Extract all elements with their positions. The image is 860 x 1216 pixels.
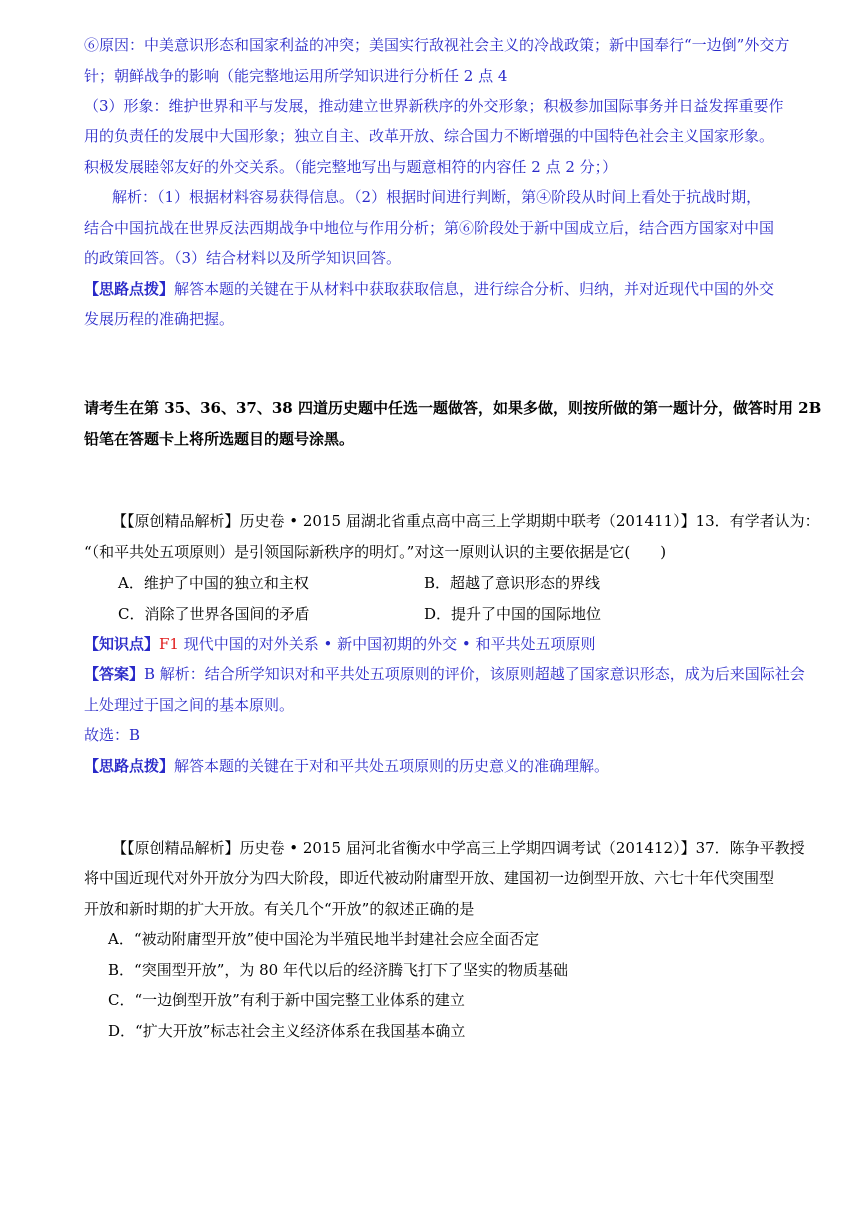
answer-line xyxy=(84,664,805,684)
option-a: A．维护了中国的独立和主权 xyxy=(118,574,309,592)
answer-line: （3）形象：维护世界和平与发展，推动建立世界新秩序的外交形象；积极参加国际事务并日益发挥重要作 xyxy=(84,97,784,115)
option-d: D．提升了中国的国际地位 xyxy=(424,605,602,623)
hint-text: 解答本题的关键在于对和平共处五项原则的历史意义的准确理解。 xyxy=(174,757,610,775)
answer-line: 上处理过于国之间的基本原则。 xyxy=(84,696,295,714)
analysis-line: 的政策回答。（3）结合材料以及所学知识回答。 xyxy=(84,249,402,267)
hint-line xyxy=(84,279,774,299)
option-c: C．消除了世界各国间的矛盾 xyxy=(118,605,310,623)
question-header: 【【原创精品解析】历史卷 • 2015 届湖北省重点高中高三上学期期中联考（201411）】13．有学者认为： xyxy=(112,512,820,530)
question-header: 【【原创精品解析】历史卷 • 2015 届河北省衡水中学高三上学期四调考试（201412）】37．陈争平教授 xyxy=(112,839,805,857)
hint-line: 发展历程的准确把握。 xyxy=(84,310,235,328)
answer-line: 用的负责任的发展中大国形象；独立自主、改革开放、综合国力不断增强的中国特色社会主义国家形象。 xyxy=(84,127,775,145)
hint-tag: 【思路点拨】 xyxy=(84,757,175,775)
question-stem: “（和平共处五项原则）是引领国际新秩序的明灯。”对这一原则认识的主要依据是它( ) xyxy=(84,543,667,561)
answer-line: 积极发展睦邻友好的外交关系。（能完整地写出与题意相符的内容任 2 点 2 分；） xyxy=(84,158,618,176)
answer-line: 针；朝鲜战争的影响（能完整地运用所学知识进行分析任 2 点 4 xyxy=(84,67,508,85)
question-stem: 开放和新时期的扩大开放。有关几个“开放”的叙述正确的是 xyxy=(84,900,475,918)
option-b: B．“突围型开放”，为 80 年代以后的经济腾飞打下了坚实的物质基础 xyxy=(108,961,568,979)
option-d: D．“扩大开放”标志社会主义经济体系在我国基本确立 xyxy=(108,1022,466,1040)
answer-choice: 故选：B xyxy=(84,726,141,744)
hint-text: 解答本题的关键在于从材料中获取获取信息，进行综合分析、归纳，并对近现代中国的外交 xyxy=(174,280,775,298)
option-b: B．超越了意识形态的界线 xyxy=(424,574,601,592)
option-c: C．“一边倒型开放”有利于新中国完整工业体系的建立 xyxy=(108,991,465,1009)
kp-code: F1 xyxy=(159,635,179,653)
instruction-line: 铅笔在答题卡上将所选题目的题号涂黑。 xyxy=(84,430,355,448)
hint-line xyxy=(84,756,609,776)
answer-line: ⑥原因：中美意识形态和国家利益的冲突；美国实行敌视社会主义的冷战政策；新中国奉行“一边倒”外交方 xyxy=(84,36,790,54)
kp-tag: 【知识点】 xyxy=(84,635,160,653)
knowledge-point xyxy=(84,634,596,654)
analysis-line: 解析：（1）根据材料容易获得信息。（2）根据时间进行判断，第④阶段从时间上看处于抗战时期， xyxy=(112,188,762,206)
answer-tag: 【答案】 xyxy=(84,665,145,683)
kp-text: 现代中国的对外关系 • 新中国初期的外交 • 和平共处五项原则 xyxy=(178,635,596,653)
option-a: A．“被动附庸型开放”使中国沦为半殖民地半封建社会应全面否定 xyxy=(108,930,540,948)
question-stem: 将中国近现代对外开放分为四大阶段，即近代被动附庸型开放、建国初一边倒型开放、六七十年代突围型 xyxy=(84,869,775,887)
analysis-line: 结合中国抗战在世界反法西期战争中地位与作用分析；第⑥阶段处于新中国成立后，结合西方国家对中国 xyxy=(84,219,775,237)
instruction-line: 请考生在第 35、36、37、38 四道历史题中任选一题做答，如果多做，则按所做的第一题计分，做答时用 2B xyxy=(84,399,822,417)
hint-tag: 【思路点拨】 xyxy=(84,280,175,298)
answer-text: B 解析：结合所学知识对和平共处五项原则的评价，该原则超越了国家意识形态，成为后来国际社会 xyxy=(144,665,805,683)
